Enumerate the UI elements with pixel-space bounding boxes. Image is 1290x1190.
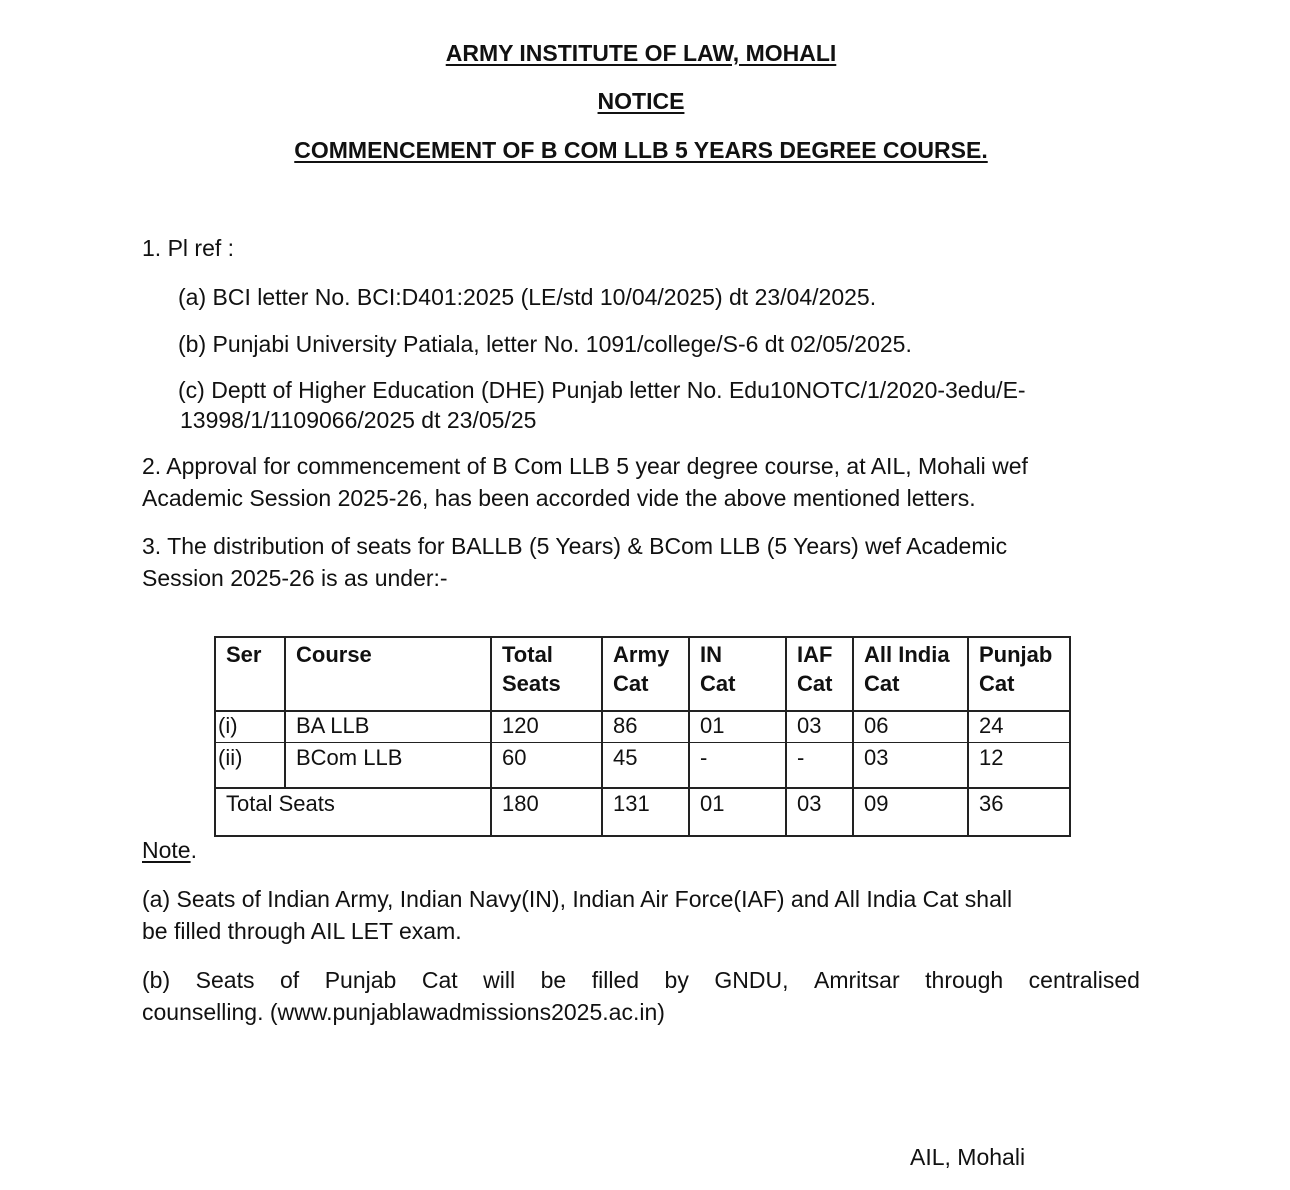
cell-army: 45: [602, 743, 689, 789]
cell-total: 120: [491, 711, 602, 743]
note-b-word: Seats: [195, 967, 255, 993]
cell-punjab: 36: [968, 788, 1070, 836]
cell-course: BA LLB: [285, 711, 491, 743]
cell-total: 180: [491, 788, 602, 836]
note-b-word: (b): [142, 967, 171, 993]
col-header-army: Army Cat: [602, 637, 689, 711]
cell-in: -: [689, 743, 786, 789]
notice-title: NOTICE: [597, 88, 685, 114]
subject-title: COMMENCEMENT OF B COM LLB 5 YEARS DEGREE COURSE.: [294, 137, 988, 163]
signature: AIL, Mohali: [910, 1144, 1026, 1170]
cell-ser: (i): [215, 711, 285, 743]
cell-in: 01: [689, 711, 786, 743]
note-b-line2: counselling. (www.punjablawadmissions2025.ac.in): [142, 999, 665, 1025]
col-header-punjab: Punjab Cat: [968, 637, 1070, 711]
cell-ser: (ii): [215, 743, 285, 789]
col-header-allindia: All India Cat: [853, 637, 968, 711]
note-b-word: of: [279, 967, 300, 993]
note-b-word: centralised: [1028, 967, 1140, 993]
table-total-row: [215, 788, 1070, 836]
col-header-iaf: IAF Cat: [786, 637, 853, 711]
ref-c-line2: 13998/1/1109066/2025 dt 23/05/25: [180, 407, 537, 433]
cell-iaf: 03: [786, 711, 853, 743]
cell-course: BCom LLB: [285, 743, 491, 789]
note-b-word: GNDU,: [714, 967, 789, 993]
ref-c-line1: (c) Deptt of Higher Education (DHE) Punjab letter No. Edu10NOTC/1/2020-3edu/E-: [178, 377, 1026, 403]
note-b-word: Amritsar: [814, 967, 900, 993]
cell-allindia: 06: [853, 711, 968, 743]
note-b-word: will: [483, 967, 516, 993]
para3-line2: Session 2025-26 is as under:-: [142, 565, 448, 591]
seat-distribution-table: [214, 636, 1071, 837]
note-a-line2: be filled through AIL LET exam.: [142, 918, 462, 944]
note-b-word: by: [664, 967, 689, 993]
cell-army: 131: [602, 788, 689, 836]
cell-allindia: 09: [853, 788, 968, 836]
note-b-word: Punjab: [324, 967, 397, 993]
col-header-in: IN Cat: [689, 637, 786, 711]
cell-iaf: -: [786, 743, 853, 789]
para2-line1: 2. Approval for commencement of B Com LLB 5 year degree course, at AIL, Mohali wef: [142, 453, 1028, 479]
ref-a: (a) BCI letter No. BCI:D401:2025 (LE/std 10/04/2025) dt 23/04/2025.: [178, 284, 877, 310]
para2-line2: Academic Session 2025-26, has been accorded vide the above mentioned letters.: [142, 485, 976, 511]
note-a-line1: (a) Seats of Indian Army, Indian Navy(IN), Indian Air Force(IAF) and All India Cat shall: [142, 886, 1013, 912]
note-b-word: be: [540, 967, 567, 993]
note-b-line1: [142, 964, 1140, 996]
col-header-course: Course: [285, 637, 491, 711]
cell-punjab: 24: [968, 711, 1070, 743]
col-header-total: Total Seats: [491, 637, 602, 711]
note-heading: Note.: [142, 837, 197, 863]
col-header-ser: Ser: [215, 637, 285, 711]
table-row: [215, 711, 1070, 743]
institute-title: ARMY INSTITUTE OF LAW, MOHALI: [445, 40, 837, 66]
note-b-word: Cat: [421, 967, 458, 993]
cell-in: 01: [689, 788, 786, 836]
cell-total-label: Total Seats: [215, 788, 491, 836]
ref-b: (b) Punjabi University Patiala, letter No. 1091/college/S-6 dt 02/05/2025.: [178, 331, 912, 357]
cell-iaf: 03: [786, 788, 853, 836]
cell-allindia: 03: [853, 743, 968, 789]
note-b-word: through: [925, 967, 1004, 993]
para3-line1: 3. The distribution of seats for BALLB (5 Years) & BCom LLB (5 Years) wef Academic: [142, 533, 1008, 559]
cell-total: 60: [491, 743, 602, 789]
note-b-word: filled: [591, 967, 640, 993]
para1-heading: 1. Pl ref :: [142, 235, 235, 261]
table-row: [215, 743, 1070, 789]
cell-punjab: 12: [968, 743, 1070, 789]
table-header-row: [215, 637, 1070, 711]
cell-army: 86: [602, 711, 689, 743]
